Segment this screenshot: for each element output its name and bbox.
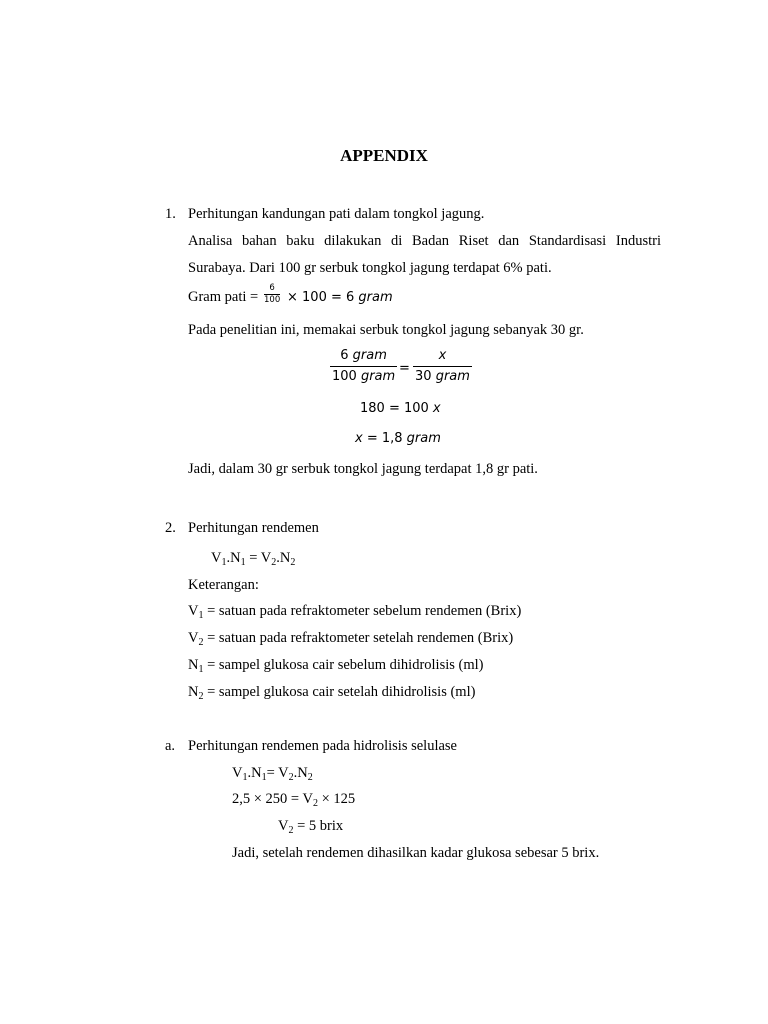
gram-pati-fraction xyxy=(264,284,280,305)
section-2-number: 2. xyxy=(165,520,176,536)
fraction-denominator: 100 xyxy=(264,295,281,305)
section-a-result: $V_2 = 5$ brix xyxy=(278,818,344,836)
equation-step-2: 180 = 100 x xyxy=(360,401,441,416)
section-a-substitution: $2,5 \times 250 = V_2 \times 125$ xyxy=(232,791,356,809)
proportion-right-fraction xyxy=(413,348,472,385)
page-title: APPENDIX xyxy=(340,146,428,165)
fraction-numerator: 6 xyxy=(269,283,275,293)
section-a-formula: $V_1.N_1= V_2.N_2$ xyxy=(232,765,313,783)
right-fraction-bar xyxy=(413,366,472,367)
section-1-paragraph-line-2: Surabaya. Dari 100 gr serbuk tongkol jagung terdapat 6% pati. xyxy=(188,260,552,276)
section-a-letter: a. xyxy=(165,738,176,754)
definition-v1: $V_1$ = satuan pada refraktometer sebelum rendemen (Brix) xyxy=(188,603,522,621)
definition-n1: $N_1$ = sampel glukosa cair sebelum dihidrolisis (ml) xyxy=(188,657,484,675)
left-fraction-bar xyxy=(330,366,397,367)
gram-pati-result: × 100 = 6 gram xyxy=(287,290,393,305)
right-denominator: 30 gram xyxy=(415,369,470,384)
rendemen-formula: $V_1.N_1 = V_2.N_2$ xyxy=(211,550,296,568)
section-1-paragraph-line-1: Analisa bahan baku dilakukan di Badan Riset dan Standardisasi Industri xyxy=(188,233,661,249)
keterangan-label: Keterangan: xyxy=(188,577,259,593)
section-1-heading: Perhitungan kandungan pati dalam tongkol jagung. xyxy=(188,206,485,222)
gram-pati-label: Gram pati = xyxy=(188,289,259,305)
section-a-heading: Perhitungan rendemen pada hidrolisis selulase xyxy=(188,738,457,754)
definition-v2: $V_2$ = satuan pada refraktometer setelah rendemen (Brix) xyxy=(188,630,514,648)
section-a-conclusion: Jadi, setelah rendemen dihasilkan kadar glukosa sebesar 5 brix. xyxy=(232,845,600,861)
definition-n2: $N_2$ = sampel glukosa cair setelah dihidrolisis (ml) xyxy=(188,684,476,702)
section-1-number: 1. xyxy=(165,206,176,222)
section-1-conclusion: Jadi, dalam 30 gr serbuk tongkol jagung terdapat 1,8 gr pati. xyxy=(188,461,538,477)
proportion-equals: = xyxy=(399,361,410,376)
left-denominator: 100 gram xyxy=(332,369,396,384)
usage-statement: Pada penelitian ini, memakai serbuk tongkol jagung sebanyak 30 gr. xyxy=(188,322,584,338)
equation-step-3: x = 1,8 gram xyxy=(355,431,441,446)
section-2-heading: Perhitungan rendemen xyxy=(188,520,319,536)
left-numerator: 6 gram xyxy=(340,348,387,363)
right-numerator: x xyxy=(438,348,447,363)
proportion-left-fraction xyxy=(330,348,397,385)
